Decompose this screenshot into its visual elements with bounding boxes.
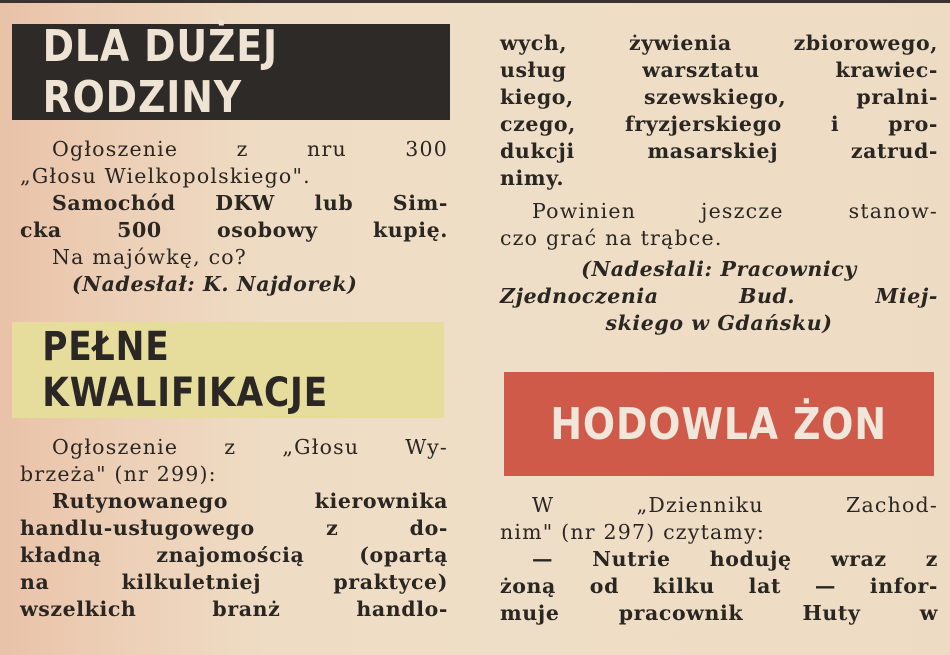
- text-line: czego, fryzjerskiego i pro-: [500, 112, 938, 136]
- article-body-continued: [500, 30, 938, 337]
- attribution: Zjednoczenia Bud. Miej-: [500, 284, 938, 308]
- text-line: — Nutrie hoduję wraz z: [532, 547, 938, 571]
- text-line: żoną od kilku lat — infor-: [500, 574, 938, 598]
- headline-text: HODOWLA ŻON: [550, 398, 888, 450]
- text-line: Na majówkę, co?: [52, 245, 247, 269]
- text-line: Rutynowanego kierownika: [52, 489, 448, 513]
- attribution: (Nadesłali: Pracownicy: [581, 257, 857, 281]
- article-body-hodowla-zon: [500, 492, 938, 627]
- text-line: dukcji masarskiej zatrud-: [500, 139, 938, 163]
- headline-hodowla-zon: [504, 372, 934, 476]
- headline-text: DLA DUŻEJ RODZINY: [42, 21, 278, 123]
- text-line: muje pracownik Huty w: [500, 601, 938, 625]
- article-body-pelne-kwalifikacje: [20, 434, 448, 623]
- text-line: brzeża" (nr 299):: [20, 462, 217, 486]
- article-body-dla-duzej-rodziny: [20, 136, 448, 298]
- text-line: usług warsztatu krawiec-: [500, 58, 938, 82]
- attribution: (Nadesłał: K. Najdorek): [72, 272, 358, 296]
- text-line: handlu-usługowego z do-: [20, 516, 448, 540]
- headline-text: PEŁNE KWALIFIKACJE: [42, 324, 329, 416]
- text-line: kiego, szewskiego, pralni-: [500, 85, 938, 109]
- text-line: wszelkich branż handlo-: [20, 597, 448, 621]
- headline-dla-duzej-rodziny: [12, 21, 450, 123]
- text-line: Ogłoszenie z „Głosu Wy-: [52, 435, 448, 459]
- text-line: wych, żywienia zbiorowego,: [500, 31, 938, 55]
- text-line: czo grać na trąbce.: [500, 226, 723, 250]
- text-line: cka 500 osobowy kupię.: [20, 218, 448, 242]
- headline-pelne-kwalifikacje: [12, 322, 444, 418]
- text-line: „Głosu Wielkopolskiego".: [20, 164, 311, 188]
- text-line: W „Dzienniku Zachod-: [532, 493, 938, 517]
- text-line: Powinien jeszcze stanow-: [532, 199, 938, 223]
- text-line: nim" (nr 297) czytamy:: [500, 520, 765, 544]
- text-line: Samochód DKW lub Sim-: [52, 191, 448, 215]
- attribution: skiego w Gdańsku): [605, 311, 833, 335]
- text-line: Ogłoszenie z nru 300: [52, 137, 448, 161]
- top-rule: [0, 0, 950, 3]
- text-line: nimy.: [500, 166, 565, 190]
- text-line: na kilkuletniej praktyce): [20, 570, 448, 594]
- text-line: kładną znajomością (opartą: [20, 543, 448, 567]
